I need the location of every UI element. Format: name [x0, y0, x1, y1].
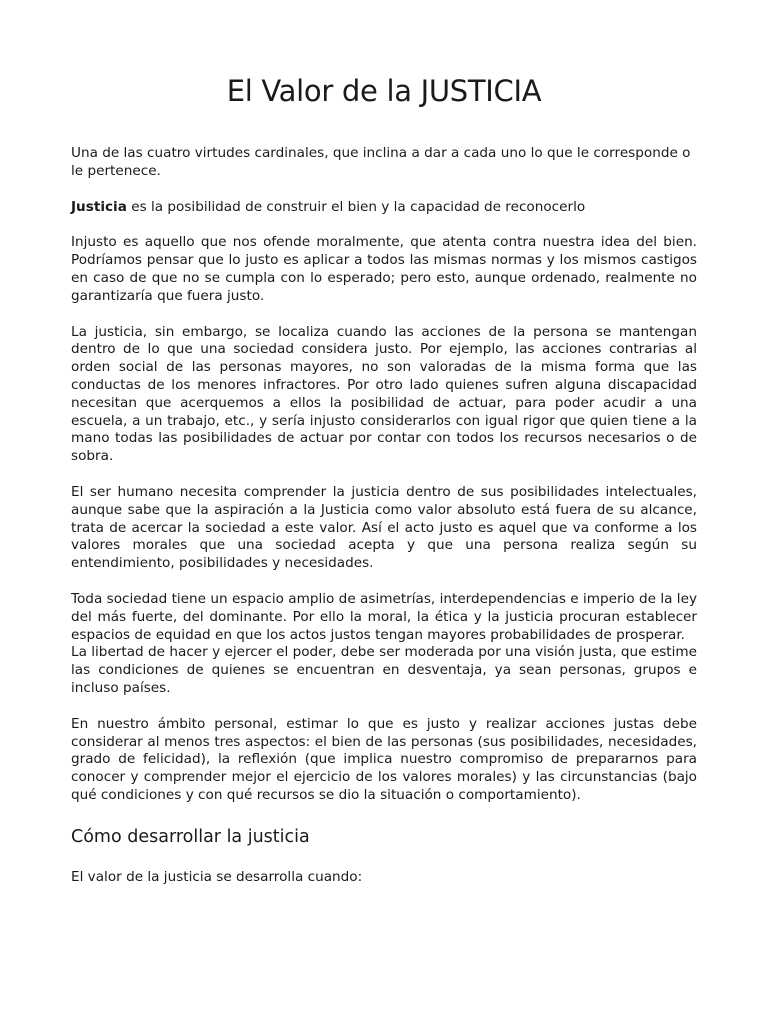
body-paragraph-4: Toda sociedad tiene un espacio amplio de asimetrías, interdependencias e imperio de la ley del más fuerte, del dominante. Por ello la moral, la ética y la justicia procuran establecer espacios de equidad en que los actos justos tengan mayores probabilidades de prosperar. [71, 590, 697, 643]
body-paragraph-6: En nuestro ámbito personal, estimar lo que es justo y realizar acciones justas debe considerar al menos tres aspectos: el bien de las personas (sus posibilidades, necesidades, grado de felicidad), la reflexión (que implica nuestro compromiso de prepararnos para conocer y comprender mejor el ejercicio de los valores morales) y las circunstancias (bajo qué condiciones y con qué recursos se dio la situación o comportamiento). [71, 715, 697, 803]
page-title: El Valor de la JUSTICIA [226, 74, 542, 108]
section-heading: Cómo desarrollar la justicia [71, 826, 310, 847]
body-paragraph-2: La justicia, sin embargo, se localiza cuando las acciones de la persona se mantengan dentro de lo que una sociedad considera justo. Por ejemplo, las acciones contrarias al orden social de las personas mayores, no son valoradas de la misma forma que las conductas de los menores infractores. Por otro lado quienes sufren alguna discapacidad necesitan que acerquemos a ellos la posibilidad de actuar, para poder acudir a una escuela, a un trabajo, etc., y sería injusto considerarlos con igual rigor que quien tiene a la mano todas las posibilidades de actuar por contar con todos los recursos necesarios o de sobra. [71, 323, 697, 465]
document-page [71, 70, 697, 905]
definition-term: Justicia [71, 198, 127, 215]
intro-paragraph: Una de las cuatro virtudes cardinales, que inclina a dar a cada uno lo que le corresponde o le pertenece. [71, 145, 691, 179]
body-paragraph-5: La libertad de hacer y ejercer el poder, debe ser moderada por una visión justa, que estime las condiciones de quienes se encuentran en desventaja, ya sean personas, grupos e incluso países. [71, 644, 697, 696]
section-intro: El valor de la justicia se desarrolla cuando: [71, 868, 363, 885]
body-paragraph-3: El ser humano necesita comprender la justicia dentro de sus posibilidades intelectuales, aunque sabe que la aspiración a la Justicia como valor absoluto está fuera de su alcance, trata de acercar la sociedad a este valor. Así el acto justo es aquel que va conforme a los valores morales que una sociedad acepta y que una persona realiza según su entendimiento, posibilidades y necesidades. [71, 483, 697, 572]
body-paragraph-1: Injusto es aquello que nos ofende moralmente, que atenta contra nuestra idea del bien. Podríamos pensar que lo justo es aplicar a todos las mismas normas y los mismos castigos en caso de que no se cumpla con lo esperado; pero esto, aunque ordenado, realmente no garantizaría que fuera justo. [71, 234, 697, 304]
definition-text: es la posibilidad de construir el bien y la capacidad de reconocerlo [126, 198, 586, 215]
definition-paragraph [71, 199, 697, 217]
